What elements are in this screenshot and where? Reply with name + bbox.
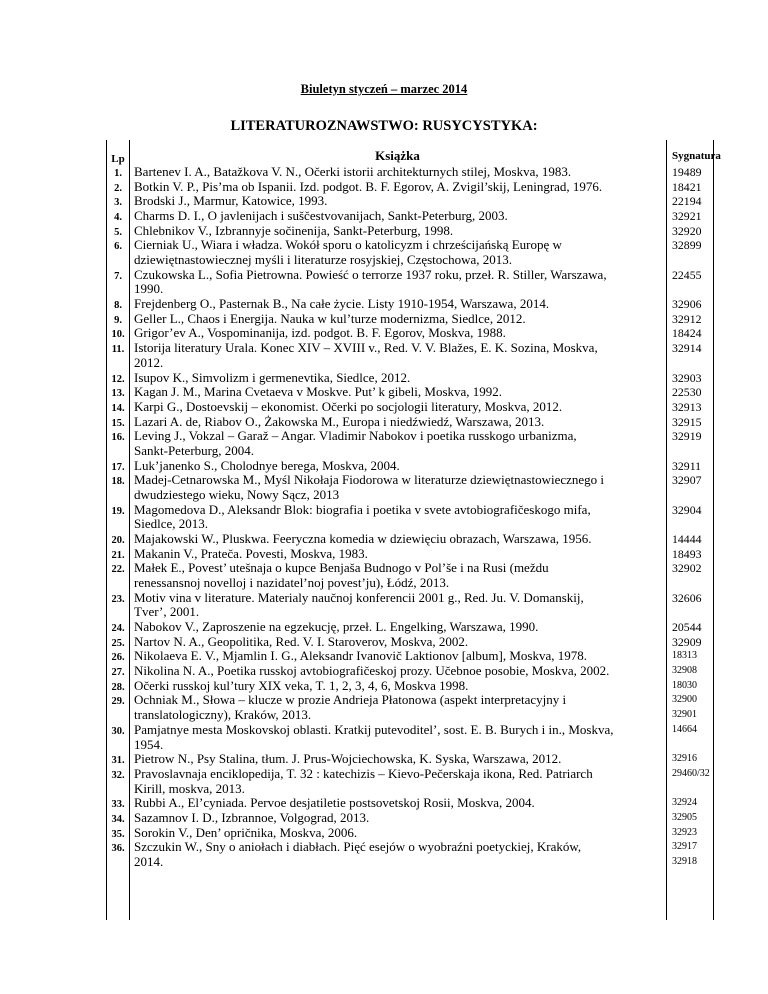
row-lp: 35. bbox=[111, 828, 125, 840]
row-book-line: Pamjatnye mesta Moskovskoj oblasti. Kratkij putevoditel’, sost. E. B. Burych i in., Moskva, bbox=[134, 721, 614, 737]
row-lp: 25. bbox=[111, 637, 125, 649]
row-lp: 20. bbox=[111, 535, 125, 546]
row-book-line: Magomedova D., Aleksandr Blok: biografia i poetika v svete avtobiografičeskogo mifa, bbox=[134, 501, 591, 517]
row-signature: 22455 bbox=[672, 267, 702, 282]
row-book-line: Luk’janenko S., Cholodnye berega, Moskva, 2004. bbox=[134, 457, 400, 473]
column-border-book bbox=[666, 140, 667, 920]
row-signature: 18421 bbox=[672, 179, 702, 194]
row-book-line: renessansnoj novelloj i nazidatel’noj povest’ju), Łódź, 2013. bbox=[134, 575, 450, 591]
row-signature: 32907 bbox=[672, 473, 702, 488]
row-signature: 32906 bbox=[672, 297, 702, 312]
row-book-line: Nartov N. A., Geopolitika, Red. V. I. Staroverov, Moskva, 2002. bbox=[134, 633, 469, 649]
row-signature: 18493 bbox=[672, 546, 702, 561]
row-lp: 15. bbox=[111, 417, 125, 429]
row-signature: 32913 bbox=[672, 399, 702, 414]
row-lp: 13. bbox=[111, 388, 125, 400]
row-lp: 21. bbox=[111, 549, 125, 561]
row-book-line: Očerki russkoj kul’tury XIX veka, T. 1, 2, 3, 4, 6, Moskva 1998. bbox=[134, 677, 469, 693]
row-book-line: Lazari A. de, Riabov O., Żakowska M., Europa i niedźwiedź, Warszawa, 2013. bbox=[134, 413, 545, 429]
row-lp: 2. bbox=[114, 182, 122, 194]
row-book-line: Pravoslavnaja enciklopedija, T. 32 : katechizis – Kievo-Pečerskaja ikona, Red. Patriarch bbox=[134, 765, 593, 781]
row-lp: 8. bbox=[114, 300, 122, 312]
row-lp: 17. bbox=[111, 461, 125, 473]
row-book-line: 1954. bbox=[134, 736, 164, 752]
row-signature: 32919 bbox=[672, 429, 702, 444]
row-book-line: Szczukin W., Sny o aniołach i diabłach. Pięć esejów o wyobraźni poetyckiej, Kraków, bbox=[134, 839, 582, 855]
row-book-line: Tver’, 2001. bbox=[134, 604, 200, 620]
row-lp: 28. bbox=[111, 681, 125, 693]
row-signature: 19489 bbox=[672, 165, 702, 179]
row-lp: 23. bbox=[111, 593, 125, 605]
row-lp: 22. bbox=[111, 564, 125, 576]
row-book-line: Chlebnikov V., Izbrannyje sočinenija, Sankt-Peterburg, 1998. bbox=[134, 222, 454, 238]
row-book-line: Sorokin V., Den’ opričnika, Moskva, 2006. bbox=[134, 824, 358, 840]
row-signature: 32917 bbox=[672, 841, 697, 853]
signature-header: Sygnatura bbox=[672, 150, 721, 162]
row-signature: 32918 bbox=[672, 855, 697, 867]
row-book-line: Majakowski W., Pluskwa. Feeryczna komedia w dziewięciu obrazach, Warszawa, 1956. bbox=[134, 531, 592, 546]
row-signature: 32606 bbox=[672, 590, 702, 605]
row-book-line: Czukowska L., Sofia Pietrowna. Powieść o terrorze 1937 roku, przeł. R. Stiller, Warszawa, bbox=[134, 266, 607, 282]
row-lp: 24. bbox=[111, 623, 125, 635]
row-book-line: Grigor’ev A., Vospominanija, izd. podgot. B. F. Egorov, Moskva, 1988. bbox=[134, 325, 506, 341]
row-signature: 32901 bbox=[672, 709, 697, 721]
row-book-line: Madej-Cetnarowska M., Myśl Nikołaja Fiodorowa w literaturze dziewiętnastowiecznego i bbox=[134, 472, 605, 488]
row-book-line: Brodski J., Marmur, Katowice, 1993. bbox=[134, 193, 328, 209]
row-signature: 32908 bbox=[672, 665, 697, 677]
row-signature: 32900 bbox=[672, 694, 697, 706]
bulletin-heading: Biuletyn styczeń – marzec 2014 bbox=[300, 82, 468, 96]
row-signature: 32915 bbox=[672, 414, 702, 429]
row-book-line: Pietrow N., Psy Stalina, tłum. J. Prus-Wojciechowska, K. Syska, Warszawa, 2012. bbox=[134, 751, 562, 767]
row-signature: 18313 bbox=[672, 650, 697, 662]
row-lp: 27. bbox=[111, 667, 125, 679]
row-signature: 14444 bbox=[672, 532, 702, 546]
row-book-line: Kirill, moskva, 2013. bbox=[134, 780, 245, 796]
row-signature: 32905 bbox=[672, 811, 697, 823]
row-lp: 7. bbox=[114, 270, 122, 282]
row-signature: 32909 bbox=[672, 634, 702, 649]
row-signature: 32904 bbox=[672, 502, 702, 517]
row-signature: 32924 bbox=[672, 797, 697, 809]
row-signature: 18424 bbox=[672, 326, 702, 341]
row-lp: 32. bbox=[111, 769, 125, 781]
row-book-line: Sankt-Peterburg, 2004. bbox=[134, 442, 254, 458]
row-signature: 32902 bbox=[672, 561, 702, 576]
row-lp: 5. bbox=[114, 226, 122, 238]
row-lp: 36. bbox=[111, 843, 125, 855]
row-lp: 3. bbox=[114, 197, 122, 209]
row-book-line: Motiv vina v literature. Materialy naučnoj konferencii 2001 g., Red. Ju. V. Domanskij, bbox=[134, 589, 584, 605]
row-book-line: 1990. bbox=[134, 281, 164, 297]
row-lp: 14. bbox=[111, 402, 125, 414]
row-book-line: Leving J., Vokzal – Garaž – Angar. Vladimir Nabokov i poetika russkogo urbanizma, bbox=[134, 428, 577, 444]
row-book-line: Isupov K., Simvolizm i germenevtika, Siedlce, 2012. bbox=[134, 369, 411, 385]
row-lp: 26. bbox=[111, 652, 125, 664]
row-book-line: Makanin V., Prateča. Povesti, Moskva, 1983. bbox=[134, 545, 368, 561]
row-book-line: Nikolina N. A., Poetika russkoj avtobiografičeskoj prozy. Učebnoe posobie, Moskva, 2002. bbox=[134, 663, 610, 679]
row-signature: 32911 bbox=[672, 458, 702, 473]
row-signature: 14664 bbox=[672, 723, 697, 735]
row-signature: 22530 bbox=[672, 385, 702, 400]
row-book-line: Geller L., Chaos i Energija. Nauka w kul’turze modernizma, Siedlce, 2012. bbox=[134, 310, 526, 326]
section-title: LITERATUROZNAWSTWO: RUSYCYSTYKA: bbox=[230, 118, 538, 134]
row-lp: 30. bbox=[111, 725, 125, 737]
row-book-line: Botkin V. P., Pis’ma ob Ispanii. Izd. podgot. B. F. Egorov, A. Zvigil’skij, Leningrad, 1976. bbox=[134, 178, 603, 194]
row-lp: 34. bbox=[111, 813, 125, 825]
row-book-line: Małek E., Povest’ utešnaja o kupce Benjaša Budnogo v Pol’še i na Rusi (meždu bbox=[134, 560, 549, 576]
row-book-line: Kagan J. M., Marina Cvetaeva v Moskve. Put’ k gibeli, Moskva, 1992. bbox=[134, 384, 503, 400]
row-lp: 10. bbox=[111, 329, 125, 341]
row-book-line: Frejdenberg O., Pasternak B., Na całe życie. Listy 1910-1954, Warszawa, 2014. bbox=[134, 296, 550, 312]
row-book-line: Siedlce, 2013. bbox=[134, 516, 209, 532]
row-book-line: 2014. bbox=[134, 853, 164, 869]
row-signature: 32914 bbox=[672, 341, 702, 356]
books-table bbox=[106, 140, 721, 920]
row-lp: 33. bbox=[111, 799, 125, 811]
row-signature: 32912 bbox=[672, 311, 702, 326]
row-book-line: 2012. bbox=[134, 354, 164, 370]
column-border-right bbox=[713, 140, 714, 920]
row-book-line: dziewiętnastowiecznej myśli i literaturze rosyjskiej, Częstochowa, 2013. bbox=[134, 252, 512, 268]
row-lp: 11. bbox=[111, 344, 125, 356]
row-signature: 32923 bbox=[672, 826, 697, 838]
row-book-line: Nabokov V., Zaproszenie na egzekucję, przeł. L. Engelking, Warszawa, 1990. bbox=[134, 619, 539, 635]
row-book-line: Nikolaeva E. V., Mjamlin I. G., Aleksandr Ivanovič Laktionov [album], Moskva, 1978. bbox=[134, 648, 588, 664]
row-book-line: Charms D. I., O javlenijach i suščestvovanijach, Sankt-Peterburg, 2003. bbox=[134, 208, 508, 224]
row-lp: 19. bbox=[111, 505, 125, 517]
book-header: Książka bbox=[375, 148, 420, 163]
row-signature: 32921 bbox=[672, 209, 702, 224]
row-book-line: Ochniak M., Słowa – klucze w prozie Andrieja Płatonowa (aspekt interpretacyjny i bbox=[134, 692, 567, 708]
row-signature: 29460/32 bbox=[672, 767, 710, 779]
row-book-line: dwudziestego wieku, Nowy Sącz, 2013 bbox=[134, 486, 340, 502]
row-lp: 16. bbox=[111, 432, 125, 444]
row-lp: 31. bbox=[111, 755, 125, 767]
row-lp: 9. bbox=[114, 314, 122, 326]
row-signature: 32916 bbox=[672, 753, 697, 765]
row-signature: 32903 bbox=[672, 370, 702, 385]
row-book-line: Karpi G., Dostoevskij – ekonomist. Očerki po socjologii literatury, Moskva, 2012. bbox=[134, 398, 563, 414]
row-book-line: Sazamnov I. D., Izbrannoe, Volgograd, 2013. bbox=[134, 809, 370, 825]
row-signature: 22194 bbox=[672, 194, 702, 209]
row-signature: 32920 bbox=[672, 223, 702, 238]
row-signature: 18030 bbox=[672, 679, 697, 691]
row-lp: 4. bbox=[114, 212, 122, 224]
row-signature: 20544 bbox=[672, 620, 702, 635]
row-lp: 12. bbox=[111, 373, 125, 385]
row-book-line: Rubbi A., El’cyniada. Pervoe desjatiletie postsovetskoj Rosii, Moskva, 2004. bbox=[134, 795, 535, 811]
row-lp: 18. bbox=[111, 476, 125, 488]
row-book-line: Istorija literatury Urala. Konec XIV – XVIII v., Red. V. V. Blažes, E. K. Sozina, Moskva, bbox=[134, 340, 598, 356]
lp-header: Lp bbox=[111, 153, 125, 165]
row-book-line: Cierniak U., Wiara i władza. Wokół sporu o katolicyzm i chrześcijańską Europę w bbox=[134, 237, 562, 253]
row-book-line: translatologiczny), Kraków, 2013. bbox=[134, 707, 312, 723]
row-lp: 6. bbox=[114, 241, 122, 253]
row-lp: 29. bbox=[111, 696, 125, 708]
row-book-line: Bartenev I. A., Batažkova V. N., Očerki istorii architekturnych stilej, Moskva, 1983. bbox=[134, 164, 572, 179]
row-signature: 32899 bbox=[672, 238, 702, 253]
row-lp: 1. bbox=[114, 168, 122, 179]
